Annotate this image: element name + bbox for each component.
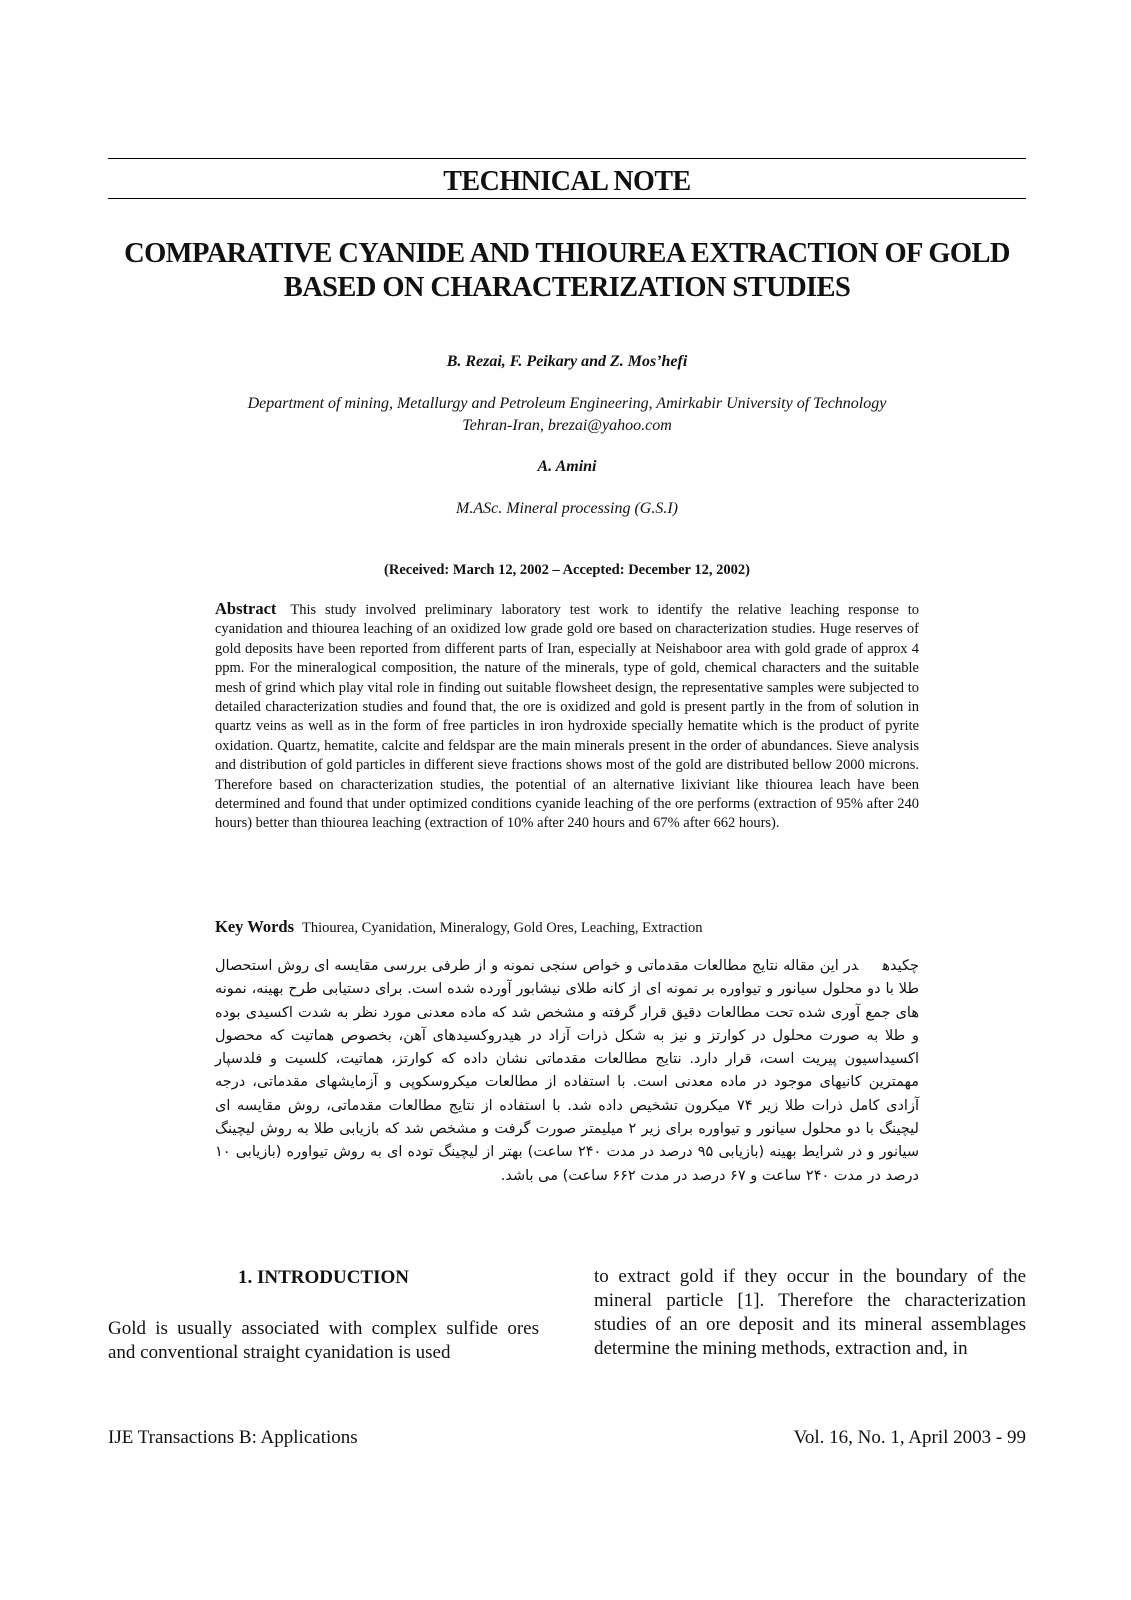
affiliation-line-2: Tehran-Iran, brezai@yahoo.com — [462, 417, 672, 434]
keywords — [215, 917, 919, 937]
introduction-left-text: Gold is usually associated with complex sulfide ores and conventional straight cyanidation is used — [108, 1318, 539, 1363]
persian-abstract-label: چکیده — [882, 958, 919, 974]
abstract-text: This study involved preliminary laboratory test work to identify the relative leaching response to cyanidation and thiourea leaching of an oxidized low grade gold ore based on characterization studies. Huge reserves of gold deposits have been reported from different parts of Iran, especially at Neishaboor area with gold grade of approx 4 ppm. For the mineralogical composition, the nature of the minerals, type of gold, chemical characters and the suitable mesh of grind which play vital role in finding out suitable flowsheet design, the representative samples were subjected to detailed characterization studies and found that, the ore is oxidized and gold is present partly in the from of solution in quartz veins as well as in the form of free particles in iron hydroxide specially hematite which is the product of pyrite oxidation. Quartz, hematite, calcite and feldspar are the main minerals present in the order of abundances. Sieve analysis and distribution of gold particles in different sieve fractions shows most of the gold are distributed bellow 2000 microns. Therefore based on characterization studies, the potential of an alternative lixiviant like thiourea leach have been determined and found that under optimized conditions cyanide leaching of the ore performs (extraction of 95% after 240 hours) better than thiourea leaching (extraction of 10% after 240 hours and 67% after 662 hours). — [215, 602, 919, 832]
persian-abstract-text: در این مقاله نتایج مطالعات مقدماتی و خواص سنجی نمونه و از طرفی بررسی مقایسه ای روش استحصال طلا با دو محلول سیانور و تیواوره بر نمونه ای از کانه طلای نیشابور آورده شده است. برای دستیابی طرح بهینه، نمونه های جمع آوری شده تحت مطالعات دقیق قرار گرفته و مشخص شد که ماده معدنی مورد نظر به شدت اکسیدی بوده و طلا به صورت محلول در کوارتز و نیز به شکل ذرات آزاد در هیدروکسیدهای آهن، بخصوص هماتیت که محصول اکسیداسیون پیریت است، قرار دارد. نتایج مطالعات مقدماتی نشان داده که کوارتز، هماتیت، کلسیت و فلدسپار مهمترین کانیهای موجود در ماده معدنی است. با استفاده از مطالعات میکروسکوپی و آزمایشهای مقدماتی، درجه آزادی کامل ذرات طلا زیر ۷۴ میکرون تشخیص داده شد. با استفاده از نتایج مطالعات مقدماتی، روش مقایسه ای لیچینگ با دو محلول سیانور و تیواوره برای زیر ۲ میلیمتر صورت گرفت و مشخص شد که بازیابی طلا به روش لیچینگ سیانور و در شرایط بهینه (بازیابی ۹۵ درصد در مدت ۲۴۰ ساعت) بهتر از لیچینگ توده ای به روش تیواوره (بازیابی ۱۰ درصد در مدت ۲۴۰ ساعت و ۶۷ درصد در مدت ۶۶۲ ساعت) می باشد. — [215, 958, 920, 1184]
introduction-right-text: to extract gold if they occur in the boundary of the mineral particle [1]. Therefore the characterization studies of an ore deposit and its mineral assemblages determine the mining methods, extraction and, in — [594, 1266, 1026, 1359]
keywords-text: Thiourea, Cyanidation, Mineralogy, Gold Ores, Leaching, Extraction — [302, 920, 703, 936]
abstract — [215, 599, 919, 834]
footer-volume: Vol. 16, No. 1, April 2003 - 99 — [793, 1427, 1026, 1448]
paper-title: COMPARATIVE CYANIDE AND THIOUREA EXTRACTION OF GOLD BASED ON CHARACTERIZATION STUDIES — [124, 238, 1010, 303]
section-label: TECHNICAL NOTE — [443, 166, 691, 197]
authors: B. Rezai, F. Peikary and Z. Mos’hefi — [446, 353, 688, 370]
persian-abstract — [215, 955, 919, 1188]
abstract-label: Abstract — [215, 599, 277, 618]
second-author-affiliation: M.ASc. Mineral processing (G.S.I) — [455, 500, 679, 517]
keywords-label: Key Words — [215, 917, 294, 936]
received-dates: (Received: March 12, 2002 – Accepted: December 12, 2002) — [384, 562, 750, 578]
header-bottom-rule — [108, 198, 1026, 199]
introduction-heading: 1. INTRODUCTION — [237, 1267, 410, 1288]
affiliation-line-1: Department of mining, Metallurgy and Petroleum Engineering, Amirkabir University of Technology — [247, 395, 887, 412]
top-rule — [108, 158, 1026, 159]
affiliation — [108, 393, 1026, 437]
second-author: A. Amini — [537, 458, 597, 475]
footer-journal: IJE Transactions B: Applications — [108, 1427, 358, 1448]
